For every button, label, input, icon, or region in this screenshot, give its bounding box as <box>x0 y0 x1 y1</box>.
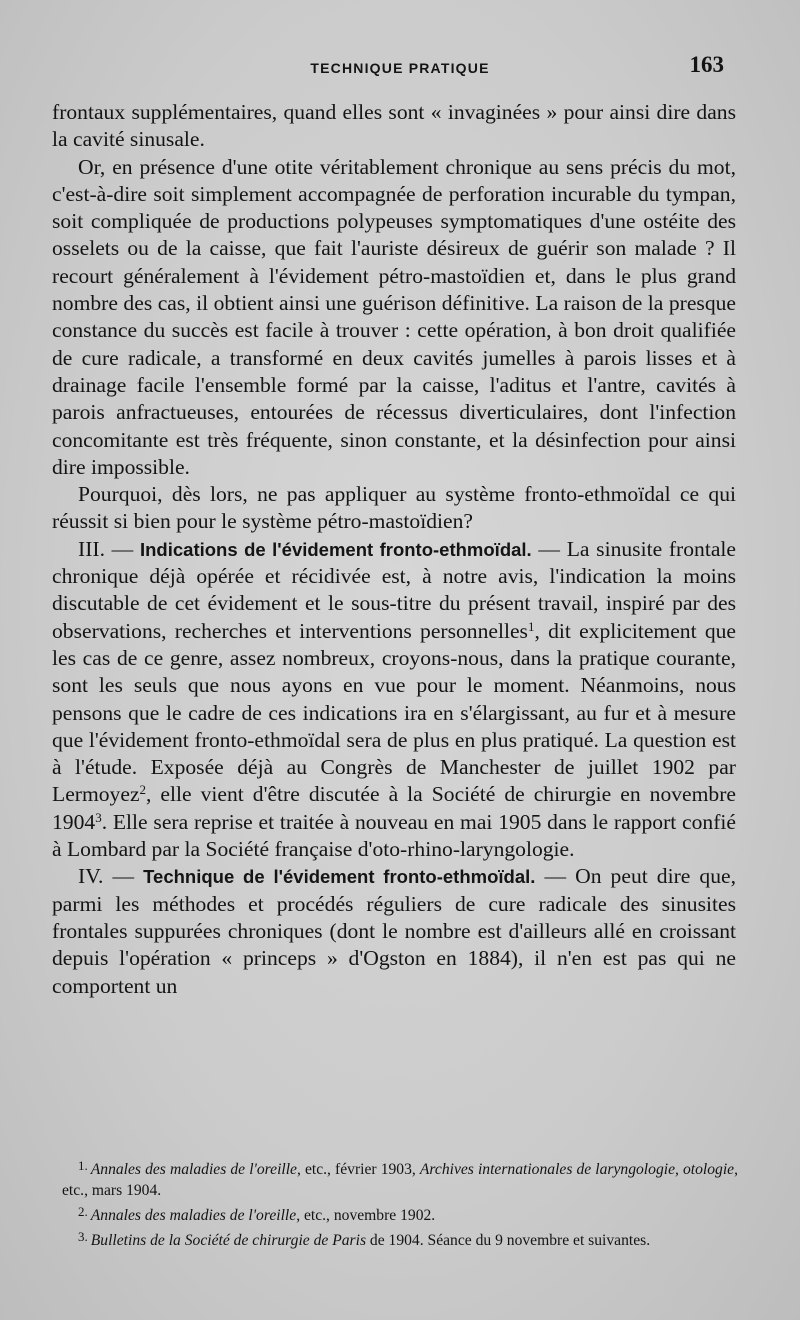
page-header <box>0 52 800 82</box>
footnote-ref-3: 3 <box>95 809 102 825</box>
section-iv-paragraph: IV. — Technique de l'évidement fronto-ethmoïdal. — On peut dire que, parmi les méthodes et procédés réguliers de cure radicale des sinusites frontales suppurées chroniques (dont le nombre est d'ailleurs allé en croissant depuis l'opération « princeps » d'Ogston en 1884), il n'en est pas qui ne comportent un <box>52 864 736 998</box>
footnote-ref-2: 2 <box>139 782 147 798</box>
section-iv-text: On peut dire que, parmi les méthodes et procédés réguliers de cure radicale des sinusites frontales suppurées chroniques (dont le nombre est d'ailleurs allé en croissant depuis l'opération « princeps » d'Ogston en 1884), il n'en est pas qui ne comportent un <box>52 864 736 998</box>
footnote-1: $^{1.}$ Annales des maladies de l'oreille, etc., février 1903, Archives internationales de laryngologie, otologie, etc., mars 1904. <box>62 1158 738 1199</box>
footnote-3: $^{3.}$ Bulletins de la Société de chirurgie de Paris de 1904. Séance du 9 novembre et suivantes. <box>78 1229 651 1249</box>
footnote-ref-1: 1 <box>527 618 535 634</box>
section-iii-text-3: , elle vient d'être discutée à la Société de chirurgie en novembre 1904 <box>52 782 736 834</box>
section-iii-text-1: La sinusite frontale chronique déjà opérée et récidivée est, à notre avis, l'indication la moins discutable de cet évidement et le sous-titre du présent travail, inspiré par des observations, recherches et interventions personnelles <box>52 536 737 643</box>
section-iii-numeral: III. <box>78 536 105 561</box>
section-iii-text-2: , dit explicitement que les cas de ce genre, assez nombreux, croyons-nous, dans la pratique courante, sont les seuls que nous ayons en vue pour le moment. Néanmoins, nous pensons que le cadre de ces indications ira en s'élargissant, au fur et à mesure que l'évidement fronto-ethmoïdal sera de plus en plus pratiqué. La question est à l'étude. Exposée déjà au Congrès de Manchester de juillet 1902 par Lermoyez <box>52 618 736 807</box>
section-iii-paragraph: III. — Indications de l'évidement fronto-ethmoïdal. — La sinusite frontale chronique déjà opérée et récidivée est, à notre avis, l'indication la moins discutable de cet évidement et le sous-titre du présent travail, inspiré par des observations, recherches et interventions personnelles$^1$, dit explicitement que les cas de ce genre, assez nombreux, croyons-nous, dans la pratique courante, sont les seuls que nous ayons en vue pour le moment. Néanmoins, nous pensons que le cadre de ces indications ira en s'élargissant, au fur et à mesure que l'évidement fronto-ethmoïdal sera de plus en plus pratiqué. La question est à l'étude. Exposée déjà au Congrès de Manchester de juillet 1902 par Lermoyez$^2$, elle vient d'être discutée à la Société de chirurgie en novembre 1904$^3$. Elle sera reprise et traitée à nouveau en mai 1905 dans le rapport confié à Lombard par la Société française d'oto-rhino-laryngologie. <box>52 536 737 862</box>
footnotes <box>62 1155 738 1251</box>
footnote-2: $^{2.}$ Annales des maladies de l'oreille, etc., novembre 1902. <box>78 1204 436 1224</box>
page-number: 163 <box>689 52 724 77</box>
running-title: TECHNIQUE PRATIQUE <box>310 60 490 76</box>
section-iv-numeral: IV. <box>78 864 104 889</box>
paragraph-1: frontaux supplémentaires, quand elles sont « invaginées » pour ainsi dire dans la cavité sinusale. <box>52 100 736 152</box>
section-iv-heading: Technique de l'évidement fronto-ethmoïdal. <box>143 866 536 888</box>
section-iii-text-4: . Elle sera reprise et traitée à nouveau en mai 1905 dans le rapport confié à Lombard par la Société française d'oto-rhino-laryngologie. <box>52 809 736 862</box>
paragraph-2: Or, en présence d'une otite véritablement chronique au sens précis du mot, c'est-à-dire soit simplement accompagnée de perforation incurable du tympan, soit compliquée de productions polypeuses symptomatiques d'une ostéite des osselets ou de la caisse, que fait l'auriste désireux de guérir son malade ? Il recourt généralement à l'évidement pétro-mastoïdien et, dans le plus grand nombre des cas, il obtient ainsi une guérison définitive. La raison de la presque constance du succès est facile à trouver : cette opération, à bon droit qualifiée de cure radicale, a transformé en deux cavités jumelles à parois lisses et à drainage facile l'ensemble formé par la caisse, l'aditus et l'antre, cavités à parois anfractueuses, entourées de récessus diverticulaires, dont l'infection concomitante est très fréquente, sinon constante, et la désinfection pour ainsi dire impossible. <box>52 154 736 479</box>
paragraph-3: Pourquoi, dès lors, ne pas appliquer au système fronto-ethmoïdal ce qui réussit si bien pour le système pétro-mastoïdien? <box>52 482 736 534</box>
section-iii-heading: Indications de l'évidement fronto-ethmoïdal. <box>139 538 532 560</box>
body-text <box>52 99 736 1000</box>
